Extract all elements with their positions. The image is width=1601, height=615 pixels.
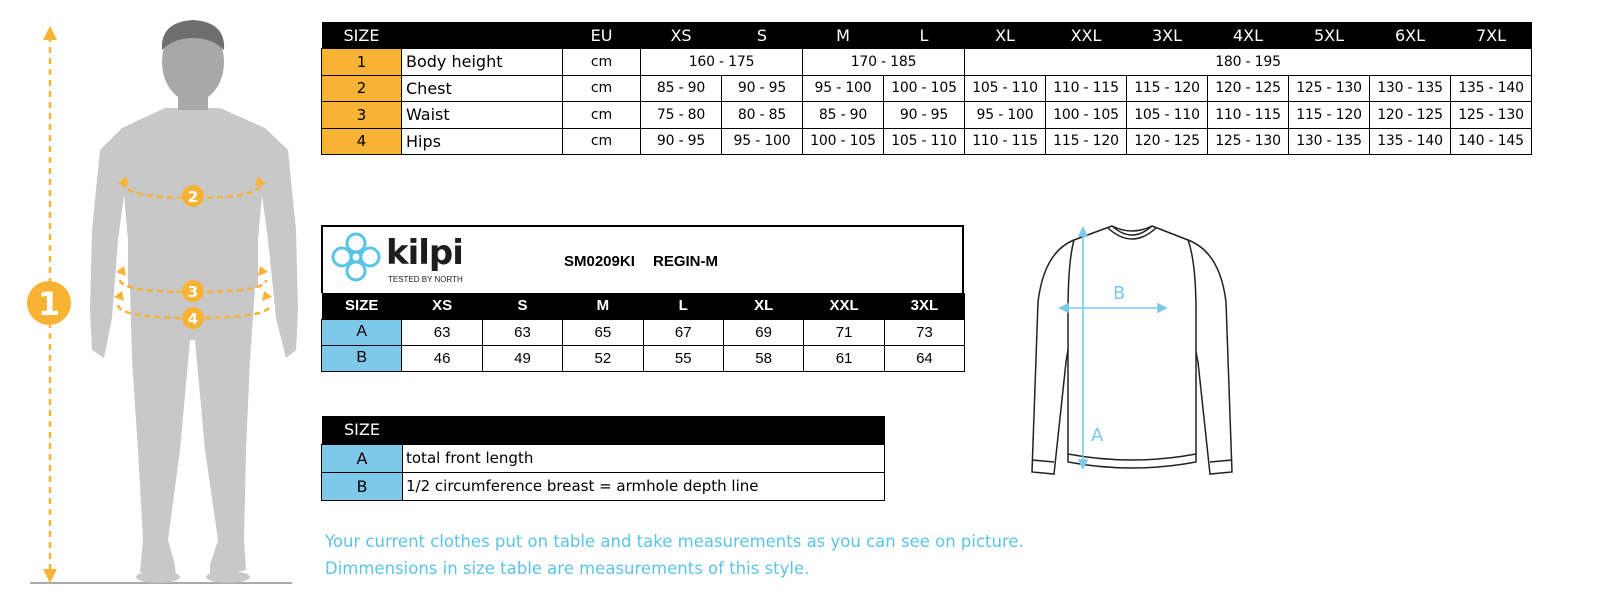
table-cell: 95 - 100 bbox=[722, 128, 803, 155]
header-size-l: L bbox=[884, 22, 965, 49]
header-size-m: M bbox=[563, 293, 643, 319]
legend-header-blank bbox=[403, 416, 885, 444]
row-unit: cm bbox=[563, 75, 641, 102]
dimensions-note: Dimmensions in size table are measurements of this style. bbox=[325, 559, 810, 578]
header-size-3xl: 3XL bbox=[1127, 22, 1208, 49]
shirt-label-a: A bbox=[1091, 425, 1104, 446]
table-cell: 120 - 125 bbox=[1208, 75, 1289, 102]
table-row bbox=[322, 49, 1532, 76]
row-unit: cm bbox=[563, 128, 641, 155]
header-size-4xl: 4XL bbox=[1208, 22, 1289, 49]
shirt-diagram bbox=[1030, 222, 1235, 484]
head-silhouette bbox=[162, 20, 224, 110]
header-size-s: S bbox=[482, 293, 562, 319]
table-cell: 105 - 110 bbox=[965, 75, 1046, 102]
row-label: B bbox=[322, 345, 402, 371]
table-cell: 135 - 140 bbox=[1451, 75, 1532, 102]
header-size: SIZE bbox=[322, 22, 402, 49]
table-cell: 85 - 90 bbox=[641, 75, 722, 102]
table-cell: 140 - 145 bbox=[1451, 128, 1532, 155]
table-cell: 61 bbox=[804, 345, 884, 371]
table-cell: 110 - 115 bbox=[965, 128, 1046, 155]
kilpi-logo-icon bbox=[328, 229, 384, 285]
size-chart-table bbox=[321, 22, 1532, 155]
header-blank bbox=[402, 22, 563, 49]
shirt-outline bbox=[1032, 226, 1232, 474]
row-label: Body height bbox=[402, 49, 563, 76]
table-cell: 125 - 130 bbox=[1289, 75, 1370, 102]
table-cell: 90 - 95 bbox=[884, 102, 965, 129]
header-size-l: L bbox=[643, 293, 723, 319]
header-size-6xl: 6XL bbox=[1370, 22, 1451, 49]
header-size-xxl: XXL bbox=[1046, 22, 1127, 49]
table-cell: 130 - 135 bbox=[1289, 128, 1370, 155]
svg-text:3: 3 bbox=[187, 283, 199, 301]
table-cell: 105 - 110 bbox=[884, 128, 965, 155]
shirt-label-b: B bbox=[1113, 283, 1126, 304]
table-cell: 135 - 140 bbox=[1370, 128, 1451, 155]
legend-table bbox=[321, 416, 885, 501]
table-cell: 49 bbox=[482, 345, 562, 371]
table-row bbox=[322, 345, 965, 371]
table-cell: 120 - 125 bbox=[1370, 102, 1451, 129]
table-cell: 130 - 135 bbox=[1370, 75, 1451, 102]
instruction-note: Your current clothes put on table and take measurements as you can see on picture. bbox=[325, 532, 1024, 551]
legend-header bbox=[322, 416, 885, 444]
header-eu: EU bbox=[563, 22, 641, 49]
table-row bbox=[322, 75, 1532, 102]
table-cell: 180 - 195 bbox=[965, 49, 1532, 76]
table-cell: 85 - 90 bbox=[803, 102, 884, 129]
header-size-5xl: 5XL bbox=[1289, 22, 1370, 49]
header-size-7xl: 7XL bbox=[1451, 22, 1532, 49]
table-row bbox=[322, 128, 1532, 155]
table-cell: 75 - 80 bbox=[641, 102, 722, 129]
table-cell: 125 - 130 bbox=[1451, 102, 1532, 129]
table-cell: 115 - 120 bbox=[1046, 128, 1127, 155]
table-cell: 67 bbox=[643, 319, 723, 345]
table-cell: 52 bbox=[563, 345, 643, 371]
table-cell: 69 bbox=[723, 319, 803, 345]
table-cell: 46 bbox=[402, 345, 482, 371]
row-label: Hips bbox=[402, 128, 563, 155]
header-size-xl: XL bbox=[965, 22, 1046, 49]
header-size-s: S bbox=[722, 22, 803, 49]
marker-2 bbox=[182, 185, 204, 207]
row-label: Waist bbox=[402, 102, 563, 129]
row-unit: cm bbox=[563, 49, 641, 76]
table-cell: 90 - 95 bbox=[641, 128, 722, 155]
marker-4 bbox=[182, 307, 204, 329]
table-cell: 63 bbox=[402, 319, 482, 345]
product-measurement-table bbox=[321, 293, 965, 372]
header-size-xxl: XXL bbox=[804, 293, 884, 319]
brand-name: kilpi bbox=[386, 233, 463, 273]
header-size-xs: XS bbox=[641, 22, 722, 49]
table-cell: 95 - 100 bbox=[803, 75, 884, 102]
table-cell: 90 - 95 bbox=[722, 75, 803, 102]
table-cell: 73 bbox=[884, 319, 964, 345]
table-row bbox=[322, 472, 885, 500]
brand-tagline: TESTED BY NORTH bbox=[388, 275, 463, 284]
table-cell: 64 bbox=[884, 345, 964, 371]
header-size-xs: XS bbox=[402, 293, 482, 319]
table-cell: 55 bbox=[643, 345, 723, 371]
svg-text:4: 4 bbox=[187, 310, 199, 328]
row-number: 2 bbox=[322, 75, 402, 102]
header-size-xl: XL bbox=[723, 293, 803, 319]
row-label: Chest bbox=[402, 75, 563, 102]
svg-text:2: 2 bbox=[187, 188, 199, 206]
table-cell: 63 bbox=[482, 319, 562, 345]
table-cell: 100 - 105 bbox=[884, 75, 965, 102]
row-label: A bbox=[322, 319, 402, 345]
table-cell: 170 - 185 bbox=[803, 49, 965, 76]
product-table-header bbox=[322, 293, 965, 319]
table-cell: 95 - 100 bbox=[965, 102, 1046, 129]
legend-header-size: SIZE bbox=[322, 416, 403, 444]
table-row bbox=[322, 102, 1532, 129]
table-cell: 110 - 115 bbox=[1208, 102, 1289, 129]
table-row bbox=[322, 319, 965, 345]
row-number: 4 bbox=[322, 128, 402, 155]
row-unit: cm bbox=[563, 102, 641, 129]
table-cell: 110 - 115 bbox=[1046, 75, 1127, 102]
row-number: 1 bbox=[322, 49, 402, 76]
human-silhouette bbox=[90, 108, 298, 583]
table-cell: 115 - 120 bbox=[1289, 102, 1370, 129]
row-number: 3 bbox=[322, 102, 402, 129]
legend-label: A bbox=[322, 444, 403, 472]
marker-3 bbox=[182, 280, 204, 302]
product-name: REGIN-M bbox=[653, 253, 718, 270]
legend-label: B bbox=[322, 472, 403, 500]
table-cell: 58 bbox=[723, 345, 803, 371]
legend-description: 1/2 circumference breast = armhole depth line bbox=[403, 472, 885, 500]
table-cell: 115 - 120 bbox=[1127, 75, 1208, 102]
header-size-m: M bbox=[803, 22, 884, 49]
legend-description: total front length bbox=[403, 444, 885, 472]
table-cell: 105 - 110 bbox=[1127, 102, 1208, 129]
size-chart-header bbox=[322, 22, 1532, 49]
table-cell: 65 bbox=[563, 319, 643, 345]
table-cell: 125 - 130 bbox=[1208, 128, 1289, 155]
table-cell: 100 - 105 bbox=[803, 128, 884, 155]
table-cell: 160 - 175 bbox=[641, 49, 803, 76]
svg-text:1: 1 bbox=[37, 285, 61, 323]
table-cell: 71 bbox=[804, 319, 884, 345]
header-size-3xl: 3XL bbox=[884, 293, 964, 319]
body-measurement-figure bbox=[0, 0, 310, 600]
table-cell: 120 - 125 bbox=[1127, 128, 1208, 155]
product-code: SM0209KI bbox=[564, 253, 635, 270]
marker-1 bbox=[27, 281, 71, 325]
table-cell: 80 - 85 bbox=[722, 102, 803, 129]
table-cell: 100 - 105 bbox=[1046, 102, 1127, 129]
header-size: SIZE bbox=[322, 293, 402, 319]
table-row bbox=[322, 444, 885, 472]
